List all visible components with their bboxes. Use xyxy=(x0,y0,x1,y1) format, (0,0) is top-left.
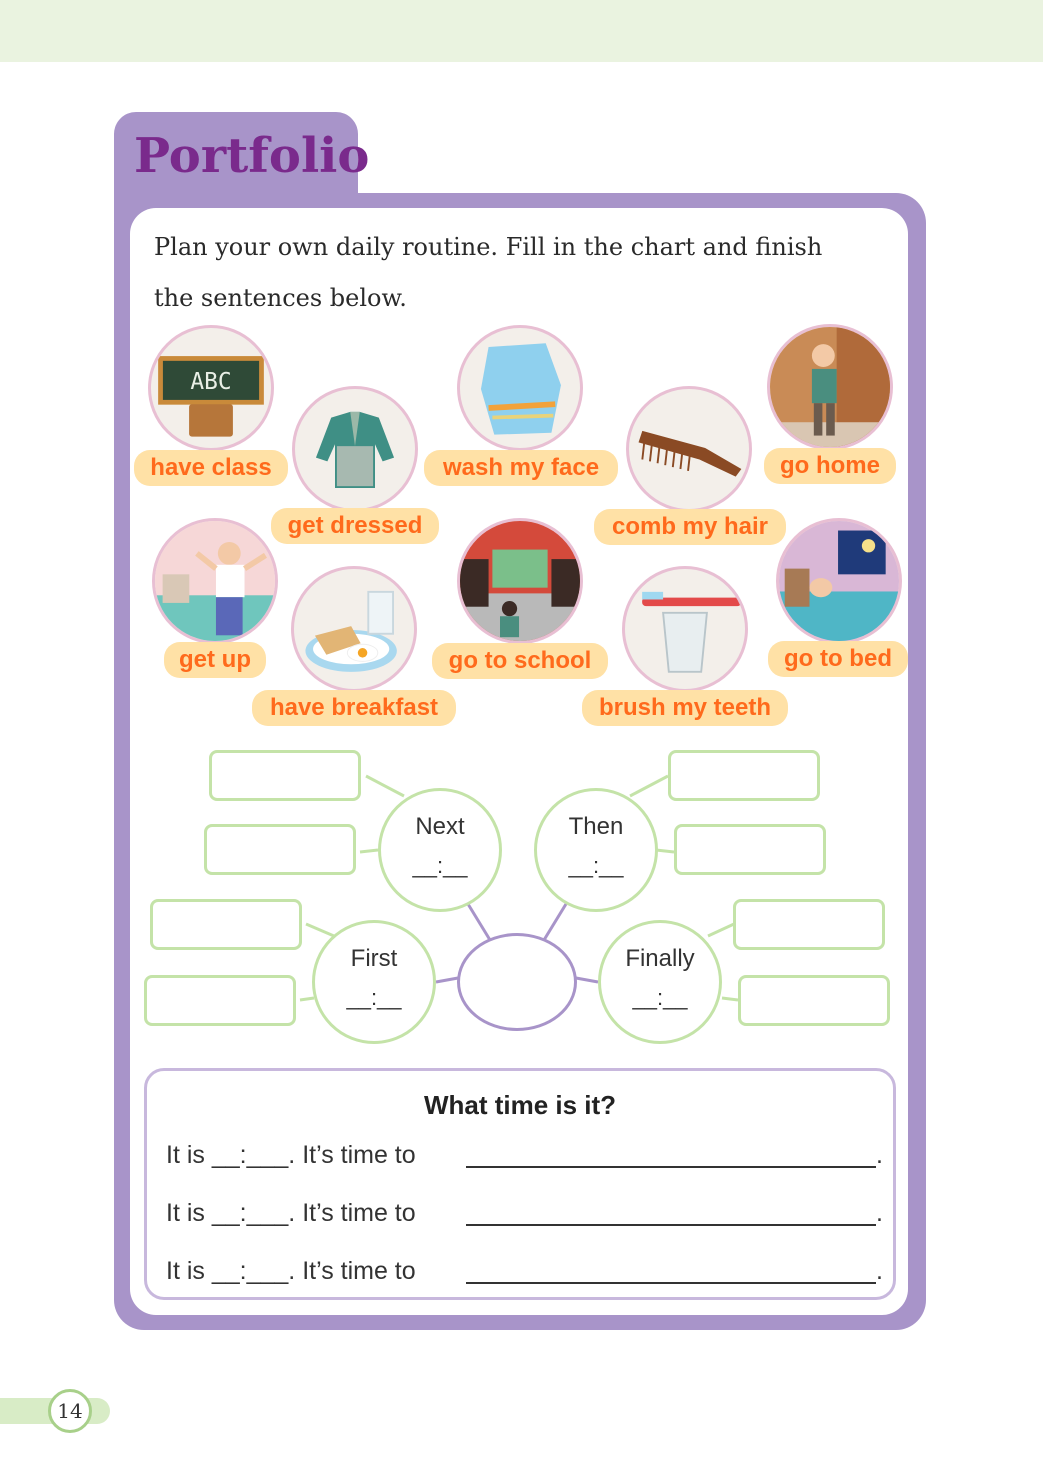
center-oval[interactable] xyxy=(457,933,577,1031)
first-answer-box[interactable] xyxy=(144,975,296,1026)
page-number: 14 xyxy=(48,1389,92,1433)
activity-label: go to bed xyxy=(768,641,908,677)
first-label: First xyxy=(350,945,398,972)
chalkboard-icon xyxy=(148,325,274,451)
boy-waking-up-icon xyxy=(152,518,278,644)
first-answer-box[interactable] xyxy=(150,899,302,950)
instructions: Plan your own daily routine. Fill in the chart and finish the sentences below. xyxy=(154,233,823,312)
finally-time-blank[interactable]: __:__ xyxy=(632,985,688,1010)
next-answer-box[interactable] xyxy=(209,750,361,801)
next-circle xyxy=(378,788,502,912)
chalkboard-text: ABC xyxy=(190,368,232,395)
boy-sleeping-icon xyxy=(776,518,902,644)
jacket-icon xyxy=(292,386,418,512)
school-gate-icon xyxy=(457,518,583,644)
first-circle xyxy=(312,920,436,1044)
finally-circle xyxy=(598,920,722,1044)
finally-label: Finally xyxy=(625,945,695,972)
sentence-answer-line[interactable] xyxy=(466,1166,876,1168)
finally-answer-box[interactable] xyxy=(733,899,885,950)
finally-answer-box[interactable] xyxy=(738,975,890,1026)
sentence-prefix: It is __:___. It’s time to xyxy=(166,1257,416,1285)
activity-label: comb my hair xyxy=(594,509,786,545)
sentences-title: What time is it? xyxy=(423,1090,617,1120)
sentence-end: . xyxy=(876,1141,883,1169)
sentence-answer-line[interactable] xyxy=(466,1282,876,1284)
sentence-answer-line[interactable] xyxy=(466,1224,876,1226)
activity-label: brush my teeth xyxy=(582,690,788,726)
then-label: Then xyxy=(568,813,624,840)
first-time-blank[interactable]: __:__ xyxy=(346,985,402,1010)
activity-label: get up xyxy=(164,642,266,678)
boy-walking-home-icon xyxy=(767,324,893,450)
sentence-end: . xyxy=(876,1199,883,1227)
comb-icon xyxy=(626,386,752,512)
activity-label: have breakfast xyxy=(252,690,456,726)
then-answer-box[interactable] xyxy=(674,824,826,875)
page-title: Portfolio xyxy=(134,128,370,184)
top-band xyxy=(0,0,1043,62)
then-circle xyxy=(534,788,658,912)
activity-label: wash my face xyxy=(424,450,618,486)
toothbrush-cup-icon xyxy=(622,566,748,692)
sentence-prefix: It is __:___. It’s time to xyxy=(166,1199,416,1227)
next-answer-box[interactable] xyxy=(204,824,356,875)
sentence-end: . xyxy=(876,1257,883,1285)
towel-icon xyxy=(457,325,583,451)
next-time-blank[interactable]: __:__ xyxy=(412,853,468,878)
breakfast-icon xyxy=(291,566,417,692)
activity-label: go to school xyxy=(432,643,608,679)
then-time-blank[interactable]: __:__ xyxy=(568,853,624,878)
activity-label: go home xyxy=(764,448,896,484)
activity-label: have class xyxy=(134,450,288,486)
next-label: Next xyxy=(415,813,465,840)
then-answer-box[interactable] xyxy=(668,750,820,801)
activity-label: get dressed xyxy=(271,508,439,544)
sentence-prefix: It is __:___. It’s time to xyxy=(166,1141,416,1169)
